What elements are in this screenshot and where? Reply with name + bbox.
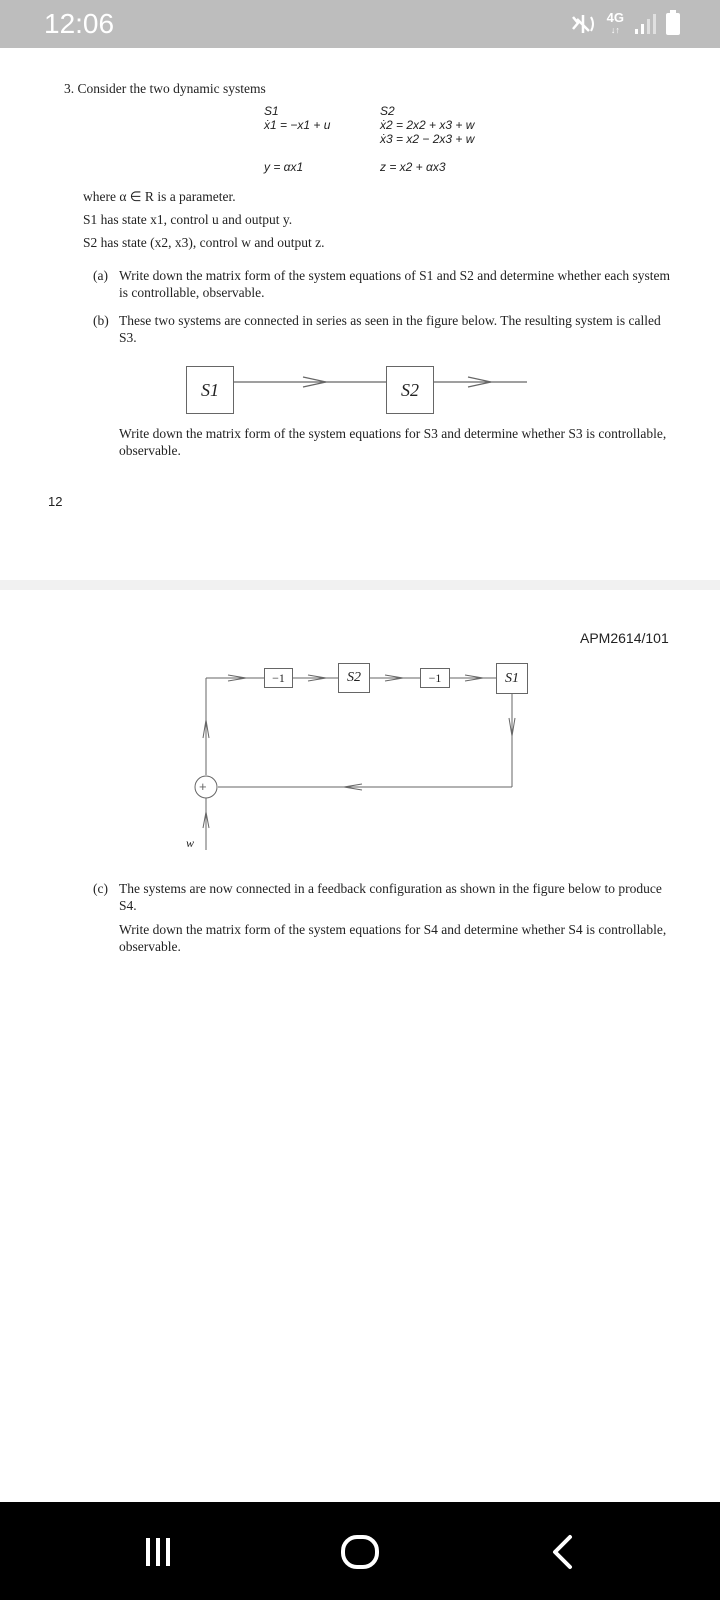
s2-state-equation-2: ẋ3 = x2 − 2x3 + w (380, 132, 475, 146)
s2-description: S2 has state (x2, x3), control w and output z. (83, 235, 325, 250)
s1-title: S1 (264, 104, 279, 118)
status-time: 12:06 (44, 8, 115, 39)
sum-plus-sign: + (199, 779, 207, 794)
navigation-bar (0, 1502, 720, 1600)
status-icons (571, 10, 680, 38)
part-b-question: Write down the matrix form of the system equations for S3 and determine whether S3 is controllable, observable. (119, 426, 667, 458)
page-separator (0, 580, 720, 590)
mute-icon (571, 13, 597, 35)
recents-button[interactable] (128, 1522, 188, 1582)
feedback-block-s2: S2 (338, 663, 370, 693)
part-a-label: (a) (93, 268, 108, 283)
status-bar (0, 0, 720, 48)
input-label-w: w (186, 836, 195, 850)
home-button[interactable] (330, 1522, 390, 1582)
parameter-note: where α ∈ R is a parameter. (83, 189, 236, 204)
part-b-text: These two systems are connected in series as seen in the figure below. The resulting system is called S3. (119, 313, 661, 345)
feedback-connection-diagram (0, 590, 720, 810)
s2-output-equation: z = x2 + αx3 (380, 160, 446, 174)
part-a-text: Write down the matrix form of the system equations of S1 and S2 and determine whether each system is controllable, observable. (119, 268, 670, 300)
s1-state-equation: ẋ1 = −x1 + u (264, 118, 331, 132)
gain-block-neg1-second: −1 (420, 668, 450, 688)
s1-description: S1 has state x1, control u and output y. (83, 212, 293, 227)
series-block-s1: S1 (186, 366, 234, 414)
gain-block-neg1-first: −1 (264, 668, 293, 688)
document-page-13 (0, 590, 720, 1502)
s1-output-equation: y = αx1 (264, 160, 304, 174)
problem-intro: 3. Consider the two dynamic systems (64, 81, 266, 96)
network-type: 4G (606, 10, 624, 25)
back-icon (550, 1534, 574, 1570)
series-block-s2: S2 (386, 366, 434, 414)
recents-icon (143, 1536, 173, 1568)
part-c-question: Write down the matrix form of the system equations for S4 and determine whether S4 is controllable, observable. (119, 922, 667, 954)
back-button[interactable] (532, 1522, 592, 1582)
series-connection-diagram (0, 353, 720, 433)
feedback-block-s1: S1 (496, 663, 528, 694)
s2-title: S2 (380, 104, 395, 118)
home-icon (340, 1534, 380, 1570)
part-b-label: (b) (93, 313, 109, 328)
battery-icon (666, 13, 680, 35)
s2-state-equation-1: ẋ2 = 2x2 + x3 + w (380, 118, 475, 132)
signal-icon (634, 13, 656, 35)
network-arrows: ↓↑ (610, 25, 620, 35)
network-indicator (607, 12, 624, 36)
page-number: 12 (48, 494, 63, 509)
course-code-header: APM2614/101 (580, 630, 669, 646)
part-c-text: The systems are now connected in a feedback configuration as shown in the figure below to produce S4. (119, 881, 662, 913)
document-page-12 (0, 48, 720, 580)
part-c-label: (c) (93, 881, 108, 896)
